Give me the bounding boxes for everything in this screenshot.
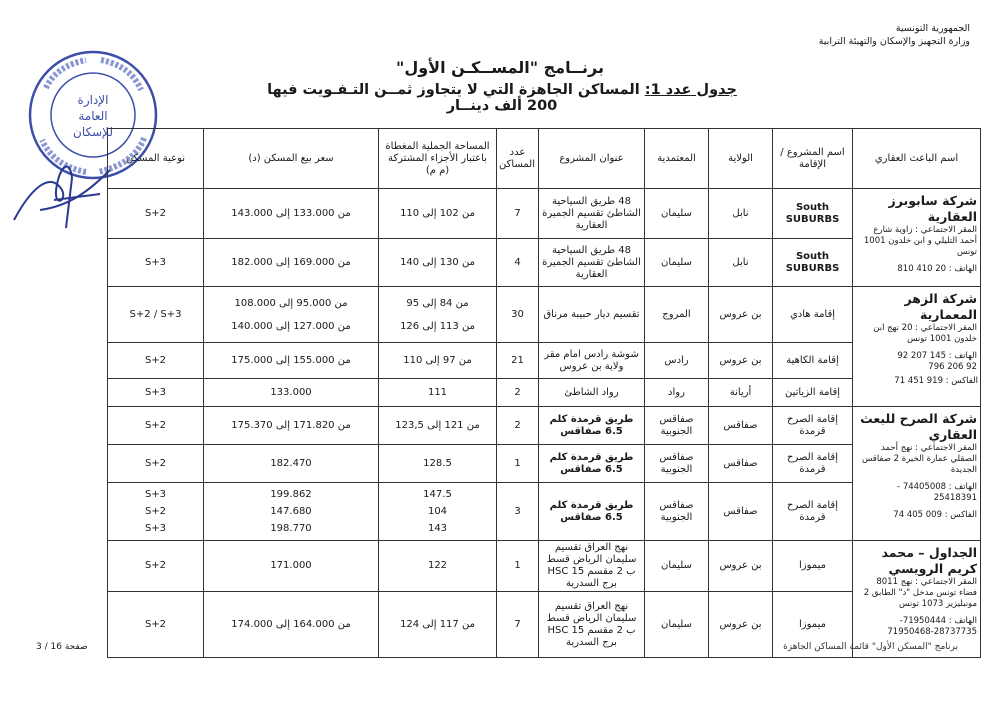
- unit-count: 7: [497, 592, 539, 658]
- developer-name: الجداول – محمد كريم الرويسي: [881, 545, 977, 576]
- developer-phone-2: 92 206 796: [928, 362, 977, 372]
- unit-count: 7: [497, 189, 539, 239]
- price-line: من 95.000 إلى 108.000: [234, 297, 348, 309]
- governorate: صفاقس: [709, 407, 773, 445]
- developer-address: المقر الاجتماعي : زاوية شارع أحمد التليلي و ابن خلدون 1001 تونس: [863, 225, 977, 257]
- type-line: S+2: [144, 506, 167, 517]
- project-address: شوشة رادس امام مقر ولاية بن عروس: [539, 343, 645, 379]
- table-row: [108, 343, 981, 379]
- developer-cell: [853, 287, 981, 407]
- unit-type: S+2: [108, 592, 204, 658]
- unit-type: [108, 483, 204, 541]
- governorate: بن عروس: [709, 343, 773, 379]
- unit-count: 3: [497, 483, 539, 541]
- project-name: South SUBURBS: [773, 189, 853, 239]
- project-name: South SUBURBS: [773, 239, 853, 287]
- price: من 155.000 إلى 175.000: [204, 343, 379, 379]
- developer-cell: [853, 189, 981, 287]
- price-line: 198.770: [270, 523, 312, 534]
- price: من 171.820 إلى 175.370: [204, 407, 379, 445]
- project-address: 48 طريق السياحية الشاطئ تقسيم الجميرة العقارية: [539, 189, 645, 239]
- project-name: إقامة الصرح قرمدة: [773, 483, 853, 541]
- unit-type: S+2: [108, 407, 204, 445]
- developer-phone-2: 71950468-28737735: [887, 627, 977, 637]
- project-address: طريق قرمدة كلم 6.5 صفاقس: [539, 407, 645, 445]
- delegation: صفاقس الجنوبية: [645, 407, 709, 445]
- unit-count: 4: [497, 239, 539, 287]
- col-address: عنوان المشروع: [539, 129, 645, 189]
- delegation: المروج: [645, 287, 709, 343]
- col-developer: اسم الباعث العقاري: [853, 129, 981, 189]
- col-count: عدد المساكن: [497, 129, 539, 189]
- unit-type: S+2: [108, 445, 204, 483]
- price: [204, 483, 379, 541]
- table-row: [108, 541, 981, 592]
- signature-icon: [10, 150, 120, 240]
- unit-count: 30: [497, 287, 539, 343]
- developer-address: المقر الاجتماعي : نهج 8011 فضاء تونس مدخل "د" الطابق 2 مونبليزير 1073 تونس: [863, 577, 977, 609]
- governorate: بن عروس: [709, 287, 773, 343]
- col-project: اسم المشروع /الإقامة: [773, 129, 853, 189]
- area: من 130 إلى 140: [379, 239, 497, 287]
- developer-phone: الهاتف : 74405008 - 25418391: [897, 482, 977, 503]
- delegation: صفاقس الجنوبية: [645, 445, 709, 483]
- price-line: من 127.000 إلى 140.000: [231, 320, 351, 332]
- header-row: [108, 129, 981, 189]
- developer-name: شركة الزهر المعمارية: [904, 291, 977, 322]
- price: من 164.000 إلى 174.000: [204, 592, 379, 658]
- type-line: S+3: [144, 523, 167, 534]
- governorate: نابل: [709, 239, 773, 287]
- project-name: ميموزا: [773, 541, 853, 592]
- area: من 102 إلى 110: [379, 189, 497, 239]
- developer-fax: الفاكس : 919 451 71: [894, 376, 978, 386]
- delegation: سليمان: [645, 189, 709, 239]
- price: 133.000: [204, 379, 379, 407]
- stamp-line-1: الإدارة: [77, 93, 109, 107]
- developer-fax: الفاكس : 009 405 74: [893, 510, 977, 520]
- price: 171.000: [204, 541, 379, 592]
- area: 122: [379, 541, 497, 592]
- unit-count: 2: [497, 379, 539, 407]
- area-line: 104: [427, 506, 448, 517]
- project-address: 48 طريق السياحية الشاطئ تقسيم الجميرة العقارية: [539, 239, 645, 287]
- developer-phone: الهاتف : 71950444-: [899, 616, 977, 626]
- area: [379, 287, 497, 343]
- table-row: [108, 287, 981, 343]
- table-row: [108, 445, 981, 483]
- developer-name: شركة سابوبرز العقارية: [888, 193, 977, 224]
- price-line: 199.862: [270, 489, 312, 500]
- unit-type: S+2: [108, 343, 204, 379]
- developer-address: المقر الاجتماعي : نهج أحمد الصقلي عمارة الخيرة 2 صفاقس الجديدة: [861, 443, 977, 475]
- area: 128.5: [379, 445, 497, 483]
- unit-type: S+2: [108, 189, 204, 239]
- delegation: صفاقس الجنوبية: [645, 483, 709, 541]
- project-name: إقامة الصرح قرمدة: [773, 407, 853, 445]
- area: من 97 إلى 110: [379, 343, 497, 379]
- table-title: [262, 82, 742, 114]
- delegation: رواد: [645, 379, 709, 407]
- governorate: صفاقس: [709, 483, 773, 541]
- table-title-text: المساكن الجاهزة التي لا يتجاوز ثمــن التـفـويت فيها 200 ألف دينــار: [267, 82, 645, 114]
- area-line: 143: [427, 523, 448, 534]
- area-line: من 84 إلى 95: [406, 297, 469, 309]
- project-address: نهج العراق تقسيم سليمان الرياض قسط ب 2 مقسم HSC 15 برج السدرية: [539, 541, 645, 592]
- developer-cell: [853, 407, 981, 541]
- col-delegation: المعتمدية: [645, 129, 709, 189]
- project-name: إقامة هادي: [773, 287, 853, 343]
- delegation: رادس: [645, 343, 709, 379]
- price: من 169.000 إلى 182.000: [204, 239, 379, 287]
- developer-phone: الهاتف : 20 410 810: [897, 264, 977, 274]
- col-price: سعر بيع المسكن (د): [204, 129, 379, 189]
- price: [204, 287, 379, 343]
- type-line: S+3: [144, 489, 167, 500]
- area-line: 147.5: [423, 489, 452, 500]
- table-row: [108, 483, 981, 541]
- price: 182.470: [204, 445, 379, 483]
- unit-count: 2: [497, 407, 539, 445]
- governorate: بن عروس: [709, 541, 773, 592]
- project-address: رواد الشاطئ: [539, 379, 645, 407]
- delegation: سليمان: [645, 541, 709, 592]
- developer-phone: الهاتف : 145 207 92: [897, 351, 977, 361]
- unit-count: 21: [497, 343, 539, 379]
- col-governorate: الولاية: [709, 129, 773, 189]
- stamp-line-2: العامة: [78, 109, 108, 123]
- table-row: [108, 407, 981, 445]
- unit-type: S+3: [108, 239, 204, 287]
- stamp-line-3: للإسكان: [73, 125, 113, 139]
- project-address: طريق قرمدة كلم 6.5 صفاقس: [539, 445, 645, 483]
- area: من 117 إلى 124: [379, 592, 497, 658]
- developer-cell: [853, 541, 981, 658]
- col-type: نوعية المسكن: [108, 129, 204, 189]
- price-line: 147.680: [270, 506, 312, 517]
- developer-address: المقر الاجتماعي : 20 نهج ابن خلدون 1001 تونس: [873, 323, 977, 344]
- unit-type: S+2: [108, 541, 204, 592]
- ministry-label: وزارة التجهيز والإسكان والتهيئة الترابية: [818, 36, 970, 47]
- table-row: [108, 379, 981, 407]
- project-name: ميموزا: [773, 592, 853, 658]
- area: [379, 483, 497, 541]
- program-title: برنــامج "المســكـن الأول": [396, 58, 604, 77]
- delegation: سليمان: [645, 592, 709, 658]
- governorate: صفاقس: [709, 445, 773, 483]
- housing-table: [107, 128, 981, 658]
- project-address: نهج العراق تقسيم سليمان الرياض قسط ب 2 مقسم HSC 15 برج السدرية: [539, 592, 645, 658]
- project-address: تقسيم ديار حبيبة مرناق: [539, 287, 645, 343]
- table-row: [108, 239, 981, 287]
- project-address: طريق قرمدة كلم 6.5 صفاقس: [539, 483, 645, 541]
- project-name: إقامة الزياتين: [773, 379, 853, 407]
- developer-name: شركة الصرح للبعث العقاري: [860, 411, 977, 442]
- price: من 133.000 إلى 143.000: [204, 189, 379, 239]
- project-name: إقامة الصرح قرمدة: [773, 445, 853, 483]
- area-line: من 113 إلى 126: [400, 320, 475, 332]
- delegation: سليمان: [645, 239, 709, 287]
- table-number: جدول عدد 1:: [644, 82, 737, 98]
- page-number: صفحة 16 / 3: [36, 642, 88, 652]
- unit-type: S+3: [108, 379, 204, 407]
- col-area: المساحة الجملية المغطاة باعتبار الأجزاء المشتركة (م م): [379, 129, 497, 189]
- project-name: إقامة الكاهية: [773, 343, 853, 379]
- area: من 121 إلى 123,5: [379, 407, 497, 445]
- table-row: [108, 189, 981, 239]
- republic-label: الجمهورية التونسية: [895, 23, 970, 34]
- governorate: أريانة: [709, 379, 773, 407]
- unit-type: S+2 / S+3: [108, 287, 204, 343]
- footer-doc-title: برنامج "المسكن الأول" قائمة المساكن الجاهزة: [783, 642, 958, 652]
- ministry-header: [819, 22, 970, 48]
- unit-count: 1: [497, 541, 539, 592]
- governorate: بن عروس: [709, 592, 773, 658]
- governorate: نابل: [709, 189, 773, 239]
- area: 111: [379, 379, 497, 407]
- unit-count: 1: [497, 445, 539, 483]
